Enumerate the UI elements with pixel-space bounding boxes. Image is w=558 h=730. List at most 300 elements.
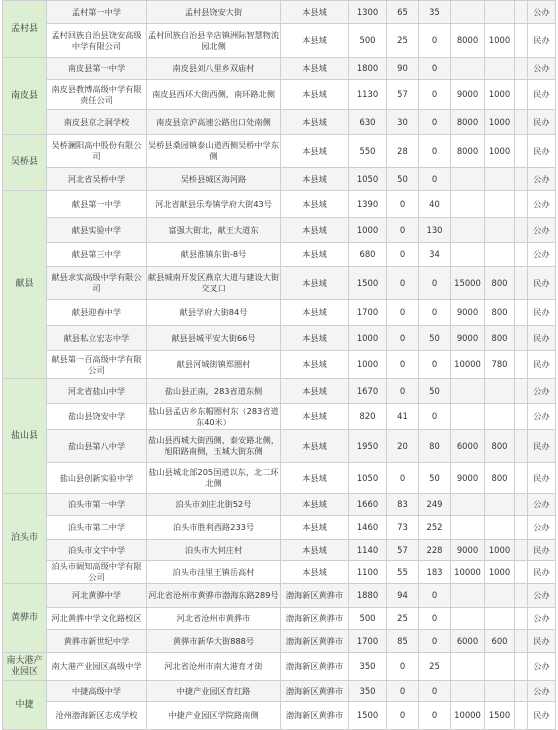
scope-cell: 渤海新区黄骅市 xyxy=(281,702,349,730)
scope-cell: 本县域 xyxy=(281,430,349,463)
school-name-cell: 献县迎春中学 xyxy=(47,300,147,326)
fee-cell xyxy=(451,404,485,430)
address-cell: 南皮县西环大街西侧，南环路北侧 xyxy=(147,80,281,110)
indicator-cell: 50 xyxy=(419,379,451,404)
extra-cell xyxy=(515,351,528,379)
address-cell: 泊头市刘庄北街52号 xyxy=(147,494,281,516)
tuition-cell xyxy=(485,243,515,267)
indicator-cell: 50 xyxy=(419,463,451,494)
scope-cell: 渤海新区黄骅市 xyxy=(281,681,349,702)
fee-cell xyxy=(451,1,485,24)
quota-cell: 25 xyxy=(387,24,419,58)
school-type-cell: 民办 xyxy=(528,80,556,110)
fee-cell xyxy=(451,191,485,218)
school-name-cell: 孟村回族自治县饶安高级中学有限公司 xyxy=(47,24,147,58)
school-name-cell: 献县第一中学 xyxy=(47,191,147,218)
table-row xyxy=(3,80,556,110)
quota-cell: 0 xyxy=(387,326,419,351)
extra-cell xyxy=(515,379,528,404)
extra-cell xyxy=(515,681,528,702)
school-name-cell: 河北黄骅中学文化路校区 xyxy=(47,608,147,630)
school-type-cell: 公办 xyxy=(528,218,556,243)
quota-cell: 57 xyxy=(387,80,419,110)
school-type-cell: 民办 xyxy=(528,267,556,300)
school-type-cell: 公办 xyxy=(528,191,556,218)
school-type-cell: 公办 xyxy=(528,584,556,608)
plan-count-cell: 680 xyxy=(349,243,387,267)
school-name-cell: 南皮县京之洞学校 xyxy=(47,110,147,135)
address-cell: 泊头市胜利西路233号 xyxy=(147,516,281,540)
school-type-cell: 公办 xyxy=(528,608,556,630)
fee-cell: 15000 xyxy=(451,267,485,300)
table-row xyxy=(3,681,556,702)
table-row xyxy=(3,135,556,168)
fee-cell xyxy=(451,653,485,681)
fee-cell xyxy=(451,168,485,191)
extra-cell xyxy=(515,110,528,135)
extra-cell xyxy=(515,135,528,168)
address-cell: 吴桥县桑园镇泰山道西侧吴桥中学东侧 xyxy=(147,135,281,168)
school-type-cell: 公办 xyxy=(528,404,556,430)
plan-count-cell: 500 xyxy=(349,24,387,58)
fee-cell: 8000 xyxy=(451,135,485,168)
address-cell: 盐山县正南，283省道东侧 xyxy=(147,379,281,404)
school-type-cell: 民办 xyxy=(528,110,556,135)
school-type-cell: 民办 xyxy=(528,300,556,326)
scope-cell: 本县域 xyxy=(281,110,349,135)
tuition-cell: 800 xyxy=(485,300,515,326)
scope-cell: 本县域 xyxy=(281,326,349,351)
school-name-cell: 南皮县教博高级中学有限责任公司 xyxy=(47,80,147,110)
school-name-cell: 献县实验中学 xyxy=(47,218,147,243)
plan-count-cell: 1300 xyxy=(349,1,387,24)
indicator-cell: 40 xyxy=(419,191,451,218)
indicator-cell: 25 xyxy=(419,653,451,681)
indicator-cell: 0 xyxy=(419,300,451,326)
address-cell: 中捷产业园区学院路南侧 xyxy=(147,702,281,730)
indicator-cell: 0 xyxy=(419,24,451,58)
quota-cell: 0 xyxy=(387,702,419,730)
school-type-cell: 民办 xyxy=(528,430,556,463)
region-cell: 中捷 xyxy=(3,681,47,730)
school-type-cell: 公办 xyxy=(528,58,556,80)
fee-cell: 9000 xyxy=(451,80,485,110)
scope-cell: 渤海新区黄骅市 xyxy=(281,653,349,681)
region-cell: 泊头市 xyxy=(3,494,47,584)
school-type-cell: 公办 xyxy=(528,494,556,516)
region-cell: 吴桥县 xyxy=(3,135,47,191)
fee-cell: 6000 xyxy=(451,430,485,463)
tuition-cell xyxy=(485,58,515,80)
scope-cell: 本县域 xyxy=(281,379,349,404)
school-type-cell: 民办 xyxy=(528,561,556,584)
extra-cell xyxy=(515,24,528,58)
fee-cell xyxy=(451,516,485,540)
fee-cell xyxy=(451,218,485,243)
quota-cell: 28 xyxy=(387,135,419,168)
tuition-cell xyxy=(485,404,515,430)
school-name-cell: 吴桥澜阳高中股份有限公司 xyxy=(47,135,147,168)
fee-cell xyxy=(451,584,485,608)
school-name-cell: 泊头市文宇中学 xyxy=(47,540,147,561)
school-name-cell: 中捷高级中学 xyxy=(47,681,147,702)
school-type-cell: 民办 xyxy=(528,24,556,58)
tuition-cell: 1000 xyxy=(485,135,515,168)
extra-cell xyxy=(515,168,528,191)
quota-cell: 57 xyxy=(387,540,419,561)
tuition-cell xyxy=(485,191,515,218)
fee-cell: 10000 xyxy=(451,561,485,584)
scope-cell: 本县域 xyxy=(281,168,349,191)
address-cell: 孟村县饶安大街 xyxy=(147,1,281,24)
school-name-cell: 河北黄骅中学 xyxy=(47,584,147,608)
quota-cell: 0 xyxy=(387,191,419,218)
scope-cell: 本县域 xyxy=(281,561,349,584)
table-row xyxy=(3,430,556,463)
quota-cell: 20 xyxy=(387,430,419,463)
table-row xyxy=(3,653,556,681)
scope-cell: 本县域 xyxy=(281,540,349,561)
tuition-cell: 1000 xyxy=(485,561,515,584)
table-row xyxy=(3,379,556,404)
indicator-cell: 228 xyxy=(419,540,451,561)
scope-cell: 本县域 xyxy=(281,463,349,494)
scope-cell: 本县域 xyxy=(281,1,349,24)
scope-cell: 本县域 xyxy=(281,243,349,267)
school-type-cell: 公办 xyxy=(528,516,556,540)
address-cell: 吴桥县城区海河路 xyxy=(147,168,281,191)
tuition-cell: 800 xyxy=(485,326,515,351)
table-row xyxy=(3,24,556,58)
address-cell: 泊头市大何庄村 xyxy=(147,540,281,561)
school-type-cell: 公办 xyxy=(528,1,556,24)
table-row xyxy=(3,630,556,653)
plan-count-cell: 820 xyxy=(349,404,387,430)
table-row xyxy=(3,351,556,379)
quota-cell: 0 xyxy=(387,681,419,702)
indicator-cell: 130 xyxy=(419,218,451,243)
quota-cell: 25 xyxy=(387,608,419,630)
tuition-cell xyxy=(485,516,515,540)
tuition-cell xyxy=(485,379,515,404)
plan-count-cell: 1000 xyxy=(349,326,387,351)
scope-cell: 渤海新区黄骅市 xyxy=(281,584,349,608)
tuition-cell xyxy=(485,584,515,608)
quota-cell: 0 xyxy=(387,463,419,494)
indicator-cell: 0 xyxy=(419,584,451,608)
fee-cell: 8000 xyxy=(451,110,485,135)
extra-cell xyxy=(515,702,528,730)
indicator-cell: 0 xyxy=(419,702,451,730)
school-name-cell: 黄骅市新世纪中学 xyxy=(47,630,147,653)
scope-cell: 本县域 xyxy=(281,516,349,540)
address-cell: 河北省沧州市黄骅市 xyxy=(147,608,281,630)
plan-count-cell: 1500 xyxy=(349,267,387,300)
scope-cell: 本县域 xyxy=(281,135,349,168)
school-name-cell: 献县私立宏志中学 xyxy=(47,326,147,351)
plan-count-cell: 1140 xyxy=(349,540,387,561)
region-cell: 盐山县 xyxy=(3,379,47,494)
fee-cell xyxy=(451,379,485,404)
quota-cell: 65 xyxy=(387,1,419,24)
tuition-cell: 1000 xyxy=(485,80,515,110)
address-cell: 献县河城街镇郑圈村 xyxy=(147,351,281,379)
table-row xyxy=(3,608,556,630)
school-type-cell: 民办 xyxy=(528,135,556,168)
indicator-cell: 80 xyxy=(419,430,451,463)
indicator-cell: 0 xyxy=(419,168,451,191)
tuition-cell: 1000 xyxy=(485,110,515,135)
plan-count-cell: 1880 xyxy=(349,584,387,608)
plan-count-cell: 1000 xyxy=(349,218,387,243)
table-row xyxy=(3,110,556,135)
fee-cell: 9000 xyxy=(451,326,485,351)
table-row xyxy=(3,494,556,516)
plan-count-cell: 350 xyxy=(349,653,387,681)
table-row xyxy=(3,463,556,494)
indicator-cell: 0 xyxy=(419,608,451,630)
region-cell: 南皮县 xyxy=(3,58,47,135)
indicator-cell: 0 xyxy=(419,58,451,80)
address-cell: 献县学府大街84号 xyxy=(147,300,281,326)
tuition-cell xyxy=(485,494,515,516)
extra-cell xyxy=(515,80,528,110)
table-row xyxy=(3,58,556,80)
table-row xyxy=(3,404,556,430)
fee-cell: 9000 xyxy=(451,300,485,326)
table-row xyxy=(3,516,556,540)
table-row xyxy=(3,702,556,730)
scope-cell: 本县域 xyxy=(281,351,349,379)
school-name-cell: 南大港产业园区高级中学 xyxy=(47,653,147,681)
scope-cell: 本县域 xyxy=(281,267,349,300)
plan-count-cell: 500 xyxy=(349,608,387,630)
plan-count-cell: 1670 xyxy=(349,379,387,404)
plan-count-cell: 1660 xyxy=(349,494,387,516)
table-row xyxy=(3,326,556,351)
extra-cell xyxy=(515,584,528,608)
quota-cell: 0 xyxy=(387,379,419,404)
school-type-cell: 公办 xyxy=(528,681,556,702)
plan-count-cell: 1050 xyxy=(349,463,387,494)
fee-cell xyxy=(451,494,485,516)
school-type-cell: 公办 xyxy=(528,379,556,404)
indicator-cell: 249 xyxy=(419,494,451,516)
table-row xyxy=(3,300,556,326)
fee-cell xyxy=(451,58,485,80)
plan-count-cell: 1100 xyxy=(349,561,387,584)
school-name-cell: 泊头市第一中学 xyxy=(47,494,147,516)
table-row xyxy=(3,267,556,300)
address-cell: 献县城南开发区燕京大道与建设大街交叉口 xyxy=(147,267,281,300)
region-cell: 孟村县 xyxy=(3,1,47,58)
fee-cell: 10000 xyxy=(451,702,485,730)
scope-cell: 本县域 xyxy=(281,58,349,80)
extra-cell xyxy=(515,191,528,218)
indicator-cell: 0 xyxy=(419,681,451,702)
school-type-cell: 民办 xyxy=(528,702,556,730)
school-name-cell: 南皮县第一中学 xyxy=(47,58,147,80)
extra-cell xyxy=(515,1,528,24)
quota-cell: 50 xyxy=(387,168,419,191)
tuition-cell: 600 xyxy=(485,630,515,653)
quota-cell: 55 xyxy=(387,561,419,584)
quota-cell: 0 xyxy=(387,351,419,379)
plan-count-cell: 1500 xyxy=(349,702,387,730)
scope-cell: 本县域 xyxy=(281,218,349,243)
school-name-cell: 盐山县第八中学 xyxy=(47,430,147,463)
address-cell: 盐山县西城大街西侧，泰安路北侧，旭阳路南侧，玉城大街东侧 xyxy=(147,430,281,463)
school-type-cell: 民办 xyxy=(528,463,556,494)
tuition-cell: 800 xyxy=(485,463,515,494)
fee-cell: 6000 xyxy=(451,630,485,653)
indicator-cell: 0 xyxy=(419,110,451,135)
plan-count-cell: 550 xyxy=(349,135,387,168)
indicator-cell: 0 xyxy=(419,267,451,300)
table-row xyxy=(3,540,556,561)
address-cell: 献县淮镇东街-8号 xyxy=(147,243,281,267)
indicator-cell: 0 xyxy=(419,630,451,653)
fee-cell: 10000 xyxy=(451,351,485,379)
tuition-cell xyxy=(485,168,515,191)
tuition-cell: 1000 xyxy=(485,24,515,58)
indicator-cell: 0 xyxy=(419,351,451,379)
tuition-cell xyxy=(485,608,515,630)
scope-cell: 本县域 xyxy=(281,80,349,110)
indicator-cell: 252 xyxy=(419,516,451,540)
extra-cell xyxy=(515,404,528,430)
extra-cell xyxy=(515,630,528,653)
region-cell: 献县 xyxy=(3,191,47,379)
extra-cell xyxy=(515,243,528,267)
indicator-cell: 0 xyxy=(419,80,451,110)
plan-count-cell: 1130 xyxy=(349,80,387,110)
quota-cell: 83 xyxy=(387,494,419,516)
region-cell: 黄骅市 xyxy=(3,584,47,653)
quota-cell: 85 xyxy=(387,630,419,653)
address-cell: 河北省献县乐寿镇学府大街43号 xyxy=(147,191,281,218)
table-row xyxy=(3,218,556,243)
extra-cell xyxy=(515,653,528,681)
address-cell: 盐山县孟店乡东帽圈村东（283省道东40米） xyxy=(147,404,281,430)
table-row xyxy=(3,561,556,584)
address-cell: 孟村回族自治县辛店镇洲际智慧物流园北侧 xyxy=(147,24,281,58)
tuition-cell xyxy=(485,218,515,243)
address-cell: 黄骅市新华大街888号 xyxy=(147,630,281,653)
fee-cell: 9000 xyxy=(451,540,485,561)
extra-cell xyxy=(515,300,528,326)
school-name-cell: 泊头市第二中学 xyxy=(47,516,147,540)
school-name-cell: 河北省盐山中学 xyxy=(47,379,147,404)
school-type-cell: 民办 xyxy=(528,326,556,351)
address-cell: 富强大街北，献王大道东 xyxy=(147,218,281,243)
fee-cell xyxy=(451,608,485,630)
quota-cell: 73 xyxy=(387,516,419,540)
scope-cell: 渤海新区黄骅市 xyxy=(281,630,349,653)
scope-cell: 本县域 xyxy=(281,24,349,58)
school-enrollment-table xyxy=(2,0,556,730)
extra-cell xyxy=(515,540,528,561)
extra-cell xyxy=(515,58,528,80)
plan-count-cell: 1390 xyxy=(349,191,387,218)
extra-cell xyxy=(515,561,528,584)
quota-cell: 0 xyxy=(387,300,419,326)
scope-cell: 本县域 xyxy=(281,404,349,430)
indicator-cell: 50 xyxy=(419,326,451,351)
school-name-cell: 沧州渤海新区志成学校 xyxy=(47,702,147,730)
school-name-cell: 献县第三中学 xyxy=(47,243,147,267)
plan-count-cell: 1000 xyxy=(349,351,387,379)
table-body xyxy=(3,1,556,730)
school-name-cell: 献县第一百高级中学有限公司 xyxy=(47,351,147,379)
fee-cell xyxy=(451,243,485,267)
address-cell: 河北省沧州市南大港育才街 xyxy=(147,653,281,681)
address-cell: 中捷产业园区育红路 xyxy=(147,681,281,702)
plan-count-cell: 630 xyxy=(349,110,387,135)
extra-cell xyxy=(515,494,528,516)
tuition-cell: 1500 xyxy=(485,702,515,730)
scope-cell: 本县域 xyxy=(281,191,349,218)
fee-cell: 8000 xyxy=(451,24,485,58)
plan-count-cell: 1700 xyxy=(349,300,387,326)
school-type-cell: 民办 xyxy=(528,351,556,379)
address-cell: 泊头市洼里王镇岳高村 xyxy=(147,561,281,584)
extra-cell xyxy=(515,267,528,300)
extra-cell xyxy=(515,326,528,351)
quota-cell: 90 xyxy=(387,58,419,80)
table-row xyxy=(3,168,556,191)
extra-cell xyxy=(515,608,528,630)
tuition-cell: 800 xyxy=(485,430,515,463)
quota-cell: 94 xyxy=(387,584,419,608)
plan-count-cell: 1950 xyxy=(349,430,387,463)
address-cell: 南皮县刘八里乡双庙村 xyxy=(147,58,281,80)
school-name-cell: 泊头市阔知高级中学有限公司 xyxy=(47,561,147,584)
tuition-cell: 780 xyxy=(485,351,515,379)
plan-count-cell: 1700 xyxy=(349,630,387,653)
tuition-cell xyxy=(485,1,515,24)
plan-count-cell: 1460 xyxy=(349,516,387,540)
indicator-cell: 0 xyxy=(419,404,451,430)
address-cell: 盐山县城北部205国道以东，北二环北侧 xyxy=(147,463,281,494)
plan-count-cell: 350 xyxy=(349,681,387,702)
table-row xyxy=(3,1,556,24)
fee-cell xyxy=(451,681,485,702)
scope-cell: 渤海新区黄骅市 xyxy=(281,608,349,630)
region-cell: 南大港产业园区 xyxy=(3,653,47,681)
school-type-cell: 公办 xyxy=(528,243,556,267)
table-row xyxy=(3,243,556,267)
tuition-cell xyxy=(485,681,515,702)
school-name-cell: 盐山县创新实验中学 xyxy=(47,463,147,494)
indicator-cell: 34 xyxy=(419,243,451,267)
school-name-cell: 孟村第一中学 xyxy=(47,1,147,24)
tuition-cell xyxy=(485,653,515,681)
plan-count-cell: 1800 xyxy=(349,58,387,80)
tuition-cell: 1000 xyxy=(485,540,515,561)
extra-cell xyxy=(515,463,528,494)
extra-cell xyxy=(515,430,528,463)
address-cell: 河北省沧州市黄骅市渤海东路289号 xyxy=(147,584,281,608)
scope-cell: 本县域 xyxy=(281,300,349,326)
school-name-cell: 献县求实高级中学有限公司 xyxy=(47,267,147,300)
scope-cell: 本县域 xyxy=(281,494,349,516)
indicator-cell: 183 xyxy=(419,561,451,584)
school-name-cell: 河北省吴桥中学 xyxy=(47,168,147,191)
indicator-cell: 35 xyxy=(419,1,451,24)
quota-cell: 0 xyxy=(387,267,419,300)
plan-count-cell: 1050 xyxy=(349,168,387,191)
